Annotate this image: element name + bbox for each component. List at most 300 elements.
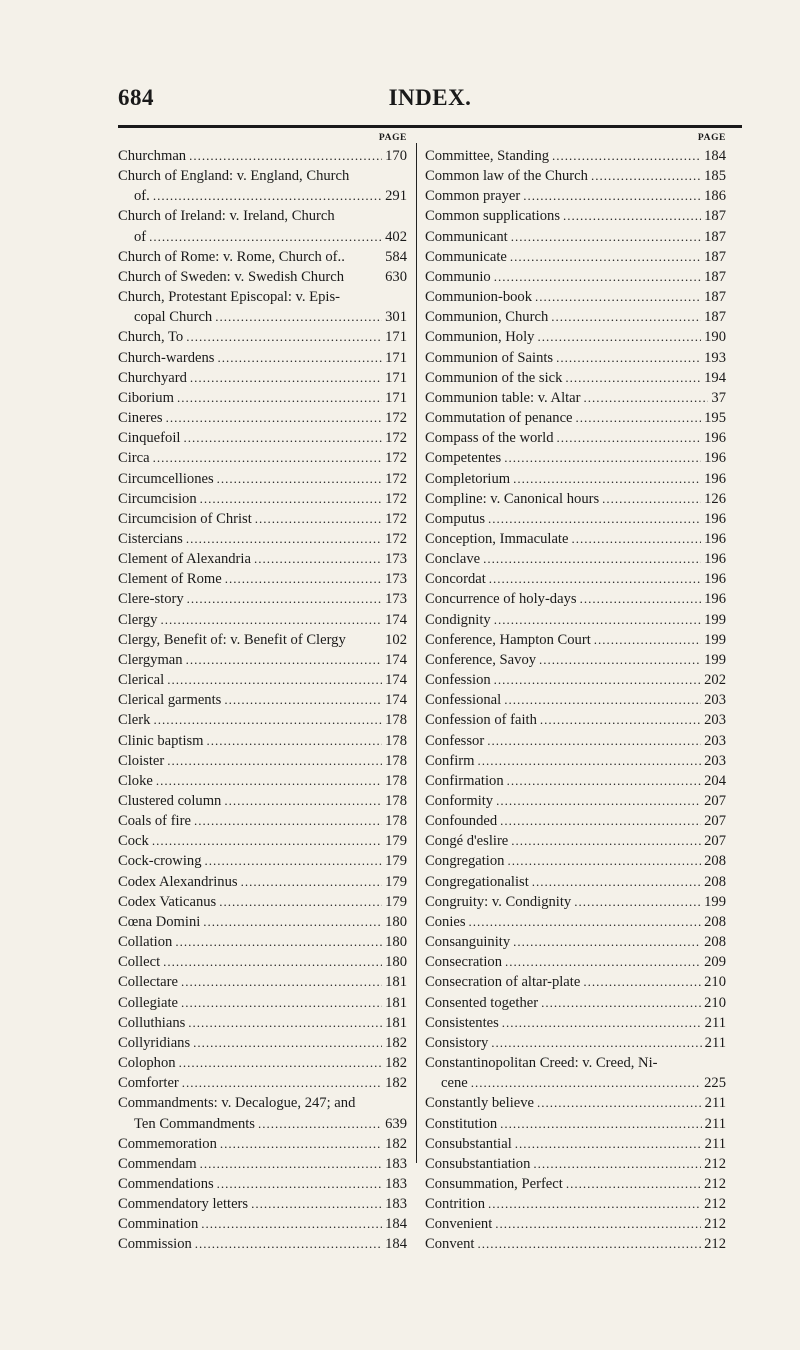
index-entry <box>425 851 726 871</box>
entry-page-number: 186 <box>704 188 726 205</box>
index-entry <box>425 1013 726 1033</box>
entry-page-number: 187 <box>704 309 726 326</box>
index-entry <box>118 1154 407 1174</box>
entry-term: Clement of Rome <box>118 571 222 588</box>
dot-leader <box>152 831 382 851</box>
entry-page-number: 211 <box>704 1014 726 1031</box>
index-entry <box>118 388 407 408</box>
entry-term: Commination <box>118 1216 199 1233</box>
entry-term: Communio <box>425 268 491 285</box>
index-entry <box>118 428 407 448</box>
dot-leader <box>488 509 701 529</box>
dot-leader <box>217 469 382 489</box>
dot-leader <box>215 307 382 327</box>
dot-leader <box>225 569 382 589</box>
dot-leader <box>471 1073 701 1093</box>
entry-term: Consubstantial <box>425 1135 512 1152</box>
entry-term: Collation <box>118 934 173 951</box>
dot-leader <box>537 327 701 347</box>
entry-term: Churchman <box>118 148 187 164</box>
index-entry <box>425 287 726 307</box>
header-rule <box>118 125 742 128</box>
entry-page-number: 173 <box>385 551 407 568</box>
dot-leader <box>594 630 701 650</box>
entry-term: Cock <box>118 833 149 850</box>
index-entry <box>425 791 726 811</box>
entry-page-number: 187 <box>704 268 726 285</box>
entry-page-number: 126 <box>704 490 726 507</box>
dot-leader <box>205 851 383 871</box>
entry-term: Clerical <box>118 672 165 689</box>
index-entry <box>425 428 726 448</box>
entry-term: Concurrence of holy-days <box>425 591 577 608</box>
entry-page-number: 196 <box>704 530 726 547</box>
entry-page-number: 196 <box>704 510 726 527</box>
dot-leader <box>181 972 382 992</box>
dot-leader <box>556 348 701 368</box>
entry-page-number: 174 <box>385 651 407 668</box>
entry-term: Convenient <box>425 1216 493 1233</box>
entry-page-number: 207 <box>704 793 726 809</box>
entry-term: Clere-story <box>118 591 184 608</box>
entry-term: Consanguinity <box>425 934 511 951</box>
entry-page-number: 181 <box>385 974 407 991</box>
page-number: 684 <box>118 85 154 110</box>
entry-term: Ten Commandments <box>134 1115 255 1132</box>
index-entry <box>118 892 407 912</box>
entry-term: Clerk <box>118 712 151 729</box>
entry-page-number: 172 <box>385 510 407 527</box>
dot-leader <box>167 670 382 690</box>
dot-leader <box>175 932 382 952</box>
dot-leader <box>523 186 701 206</box>
dot-leader <box>149 227 382 247</box>
entry-term: of <box>134 228 147 245</box>
entry-page-number: 211 <box>704 1115 726 1132</box>
index-entry <box>118 1033 407 1053</box>
dot-leader <box>576 408 702 428</box>
entry-term: Church of Sweden: v. Swedish Church <box>118 268 345 285</box>
index-entry <box>118 529 407 549</box>
entry-page-number: 102 <box>385 631 407 648</box>
index-entry <box>425 710 726 730</box>
entry-term: Circa <box>118 450 150 467</box>
entry-term: Comforter <box>118 1075 179 1092</box>
dot-leader <box>201 1214 382 1234</box>
index-entry <box>118 610 407 630</box>
index-entry <box>118 771 407 791</box>
entry-page-number: 630 <box>385 268 407 285</box>
entry-page-number: 171 <box>385 389 407 406</box>
index-entry <box>425 1114 726 1134</box>
entry-page-number: 204 <box>704 772 726 789</box>
entry-term: Codex Alexandrinus <box>118 873 238 890</box>
dot-leader <box>183 428 382 448</box>
entry-page-number: 208 <box>704 853 726 870</box>
entry-term: Colluthians <box>118 1014 186 1031</box>
entry-term: Collyridians <box>118 1034 191 1051</box>
index-entry <box>118 710 407 730</box>
dot-leader <box>541 993 701 1013</box>
index-entry <box>118 549 407 569</box>
entry-page-number: 207 <box>704 833 726 850</box>
entry-term: Commendam <box>118 1155 197 1172</box>
entry-page-number: 199 <box>704 651 726 668</box>
dot-leader <box>224 791 382 811</box>
index-entry <box>118 469 407 489</box>
entry-page-number: 190 <box>704 329 726 346</box>
dot-leader <box>502 1013 702 1033</box>
entry-page-number: 207 <box>704 813 726 830</box>
dot-leader <box>469 912 702 932</box>
entry-term: Convent <box>425 1236 475 1253</box>
index-entry <box>425 811 726 831</box>
entry-page-number: 212 <box>704 1175 726 1192</box>
entry-term: Clergy <box>118 611 158 628</box>
entry-page-number: 178 <box>385 772 407 789</box>
entry-page-number: 178 <box>385 813 407 830</box>
dot-leader <box>500 1114 701 1134</box>
index-entry <box>118 448 407 468</box>
entry-page-number: 182 <box>385 1034 407 1051</box>
page-title: INDEX. <box>388 85 472 110</box>
index-entry-continued: Constantinopolitan Creed: v. Creed, Ni- <box>425 1055 658 1072</box>
entry-page-number: 172 <box>385 410 407 427</box>
dot-leader <box>574 892 701 912</box>
entry-page-number: 171 <box>385 369 407 386</box>
entry-page-number: 173 <box>385 571 407 588</box>
index-entry <box>425 247 726 267</box>
dot-leader <box>217 1174 382 1194</box>
index-entry <box>425 1194 726 1214</box>
entry-term: Constitution <box>425 1115 498 1132</box>
dot-leader <box>504 448 701 468</box>
dot-leader <box>507 851 701 871</box>
entry-page-number: 208 <box>704 913 726 930</box>
entry-page-number: 178 <box>385 732 407 749</box>
entry-page-number: 179 <box>385 833 407 850</box>
left-column <box>118 130 407 1255</box>
entry-page-number: 301 <box>385 309 407 326</box>
index-entry <box>425 1234 726 1254</box>
index-entry <box>118 1013 407 1033</box>
index-entry <box>425 589 726 609</box>
entry-term: Consistentes <box>425 1014 499 1031</box>
index-entry <box>425 408 726 428</box>
index-entry <box>425 690 726 710</box>
entry-term: Confounded <box>425 813 498 830</box>
index-entry <box>425 670 726 690</box>
index-entry <box>118 650 407 670</box>
entry-term: Communion table: v. Altar <box>425 389 581 406</box>
index-entry <box>425 952 726 972</box>
dot-leader <box>505 952 701 972</box>
right-column <box>425 130 726 1255</box>
entry-term: Ciborium <box>118 389 174 406</box>
index-entry <box>425 751 726 771</box>
entry-page-number: 185 <box>704 168 726 185</box>
entry-page-number: 639 <box>385 1115 407 1132</box>
index-entry <box>425 1073 726 1093</box>
index-entry <box>425 146 726 166</box>
dot-leader <box>551 307 701 327</box>
entry-term: Contrition <box>425 1196 485 1213</box>
index-entry <box>425 166 726 186</box>
index-entry <box>118 146 407 166</box>
index-entry <box>425 1214 726 1234</box>
entry-page-number: 187 <box>704 248 726 265</box>
entry-page-number: 196 <box>704 430 726 447</box>
dot-leader <box>539 650 701 670</box>
entry-term: Confessional <box>425 692 502 709</box>
index-entry <box>118 408 407 428</box>
entry-page-number: 182 <box>385 1055 407 1072</box>
entry-page-number: 184 <box>385 1216 407 1233</box>
index-entry <box>425 932 726 952</box>
entry-term: Cock-crowing <box>118 853 202 870</box>
dot-leader <box>189 146 382 166</box>
dot-leader <box>491 1033 701 1053</box>
dot-leader <box>181 993 382 1013</box>
entry-term: Conference, Hampton Court <box>425 631 591 648</box>
dot-leader <box>511 831 701 851</box>
left-entry-list <box>118 146 407 1255</box>
index-entry-continued: Church of Ireland: v. Ireland, Church <box>118 208 335 225</box>
index-entry <box>118 589 407 609</box>
index-entry <box>425 529 726 549</box>
entry-term: Common supplications <box>425 208 560 225</box>
entry-term: Congruity: v. Condignity <box>425 893 572 910</box>
index-entry <box>118 932 407 952</box>
entry-page-number: 183 <box>385 1196 407 1213</box>
index-entry-continued: Commandments: v. Decalogue, 247; and <box>118 1095 356 1112</box>
entry-term: Circumcelliones <box>118 470 214 487</box>
entry-term: Clergy, Benefit of: v. Benefit of Clergy <box>118 631 346 648</box>
entry-page-number: 187 <box>704 228 726 245</box>
entry-page-number: 210 <box>704 994 726 1011</box>
entry-page-number: 196 <box>704 470 726 487</box>
index-entry <box>425 731 726 751</box>
dot-leader <box>552 146 701 166</box>
dot-leader <box>200 489 382 509</box>
index-entry <box>118 1134 407 1154</box>
index-entry <box>118 186 407 206</box>
index-entry <box>118 1174 407 1194</box>
dot-leader <box>532 872 701 892</box>
index-entry <box>118 670 407 690</box>
index-entry <box>118 1073 407 1093</box>
entry-page-number: 196 <box>704 450 726 467</box>
dot-leader <box>258 1114 382 1134</box>
dot-leader <box>254 549 382 569</box>
entry-term: Congregationalist <box>425 873 529 890</box>
index-entry <box>425 630 726 650</box>
dot-leader <box>193 1033 382 1053</box>
entry-term: Confession of faith <box>425 712 537 729</box>
index-entry <box>425 1093 726 1113</box>
entry-page-number: 172 <box>385 470 407 487</box>
index-entry <box>425 872 726 892</box>
dot-leader <box>207 731 383 751</box>
index-entry <box>118 509 407 529</box>
index-entry <box>118 630 407 650</box>
entry-term: Cineres <box>118 410 163 427</box>
entry-term: Compline: v. Canonical hours <box>425 490 600 507</box>
entry-term: Consecration <box>425 954 503 971</box>
index-entry <box>118 267 407 287</box>
dot-leader <box>182 1073 382 1093</box>
entry-term: Commutation of penance <box>425 410 573 427</box>
entry-term: Communion, Holy <box>425 329 535 346</box>
entry-term: Coals of fire <box>118 813 191 830</box>
dot-leader <box>241 872 383 892</box>
dot-leader <box>186 327 382 347</box>
dot-leader <box>507 771 701 791</box>
dot-leader <box>510 247 701 267</box>
dot-leader <box>194 811 382 831</box>
entry-page-number: 212 <box>704 1155 726 1172</box>
dot-leader <box>511 227 701 247</box>
entry-term: copal Church <box>134 309 213 326</box>
index-entry <box>118 1053 407 1073</box>
entry-term: Clustered column <box>118 793 222 809</box>
entry-term: Communicate <box>425 248 507 265</box>
entry-page-number: 170 <box>385 148 407 164</box>
dot-leader <box>537 1093 702 1113</box>
index-entry <box>118 348 407 368</box>
entry-term: Cloke <box>118 772 153 789</box>
entry-term: Commemoration <box>118 1135 217 1152</box>
entry-page-number: 172 <box>385 490 407 507</box>
dot-leader <box>488 1194 701 1214</box>
entry-page-number: 203 <box>704 732 726 749</box>
index-entry-continued: Church of England: v. England, Church <box>118 168 350 185</box>
left-column-heading: PAGE <box>378 133 407 143</box>
entry-term: Commendations <box>118 1175 214 1192</box>
entry-term: Consented together <box>425 994 539 1011</box>
dot-leader <box>494 610 701 630</box>
entry-page-number: 193 <box>704 349 726 366</box>
index-entry <box>118 791 407 811</box>
index-entry-continued: Church, Protestant Episcopal: v. Epis- <box>118 289 340 306</box>
index-entry <box>425 368 726 388</box>
dot-leader <box>163 952 382 972</box>
entry-page-number: 178 <box>385 752 407 769</box>
entry-term: Congregation <box>425 853 505 870</box>
entry-page-number: 203 <box>704 752 726 769</box>
column-divider <box>416 143 417 1163</box>
entry-page-number: 178 <box>385 712 407 729</box>
dot-leader <box>591 166 701 186</box>
entry-term: Confirmation <box>425 772 504 789</box>
dot-leader <box>513 932 701 952</box>
index-entry <box>425 1154 726 1174</box>
index-entry <box>425 489 726 509</box>
entry-page-number: 208 <box>704 934 726 951</box>
entry-page-number: 212 <box>704 1236 726 1253</box>
dot-leader <box>220 1134 382 1154</box>
dot-leader <box>533 1154 701 1174</box>
dot-leader <box>156 771 382 791</box>
entry-page-number: 171 <box>385 349 407 366</box>
entry-page-number: 180 <box>385 913 407 930</box>
entry-page-number: 184 <box>704 148 726 164</box>
entry-term: Communion of the sick <box>425 369 563 386</box>
entry-term: Completorium <box>425 470 511 487</box>
dot-leader <box>584 388 709 408</box>
entry-term: Colophon <box>118 1055 176 1072</box>
entry-term: Computus <box>425 510 486 527</box>
entry-term: Communicant <box>425 228 508 245</box>
entry-term: Common prayer <box>425 188 521 205</box>
index-entry <box>425 267 726 287</box>
index-entry <box>425 327 726 347</box>
dot-leader <box>557 428 702 448</box>
entry-term: Consubstantiation <box>425 1155 531 1172</box>
entry-page-number: 211 <box>704 1034 726 1051</box>
index-entry <box>118 811 407 831</box>
entry-page-number: 209 <box>704 954 726 971</box>
dot-leader <box>483 549 701 569</box>
entry-page-number: 584 <box>385 248 407 265</box>
index-entry <box>425 549 726 569</box>
index-entry <box>425 388 726 408</box>
index-entry <box>118 1234 407 1254</box>
index-entry <box>425 771 726 791</box>
entry-term: Collect <box>118 954 161 971</box>
entry-term: Competentes <box>425 450 502 467</box>
entry-term: Conference, Savoy <box>425 651 537 668</box>
dot-leader <box>190 368 382 388</box>
index-entry <box>425 1033 726 1053</box>
dot-leader <box>540 710 701 730</box>
right-entry-list <box>425 146 726 1255</box>
entry-term: Cistercians <box>118 530 183 547</box>
entry-term: Consecration of altar-plate <box>425 974 581 991</box>
dot-leader <box>565 368 701 388</box>
dot-leader <box>504 690 701 710</box>
entry-term: Collegiate <box>118 994 178 1011</box>
entry-page-number: 194 <box>704 369 726 386</box>
dot-leader <box>563 206 701 226</box>
entry-term: Church of Rome: v. Rome, Church of.. <box>118 248 345 265</box>
dot-leader <box>602 489 701 509</box>
dot-leader <box>251 1194 382 1214</box>
index-entry <box>118 1114 407 1134</box>
entry-term: Circumcision of Christ <box>118 510 252 527</box>
entry-page-number: 187 <box>704 208 726 225</box>
dot-leader <box>153 710 382 730</box>
entry-page-number: 225 <box>704 1075 726 1092</box>
entry-page-number: 172 <box>385 450 407 467</box>
entry-page-number: 210 <box>704 974 726 991</box>
index-entry <box>118 327 407 347</box>
dot-leader <box>219 892 382 912</box>
entry-term: Church-wardens <box>118 349 215 366</box>
entry-page-number: 203 <box>704 692 726 709</box>
entry-page-number: 199 <box>704 893 726 910</box>
entry-page-number: 196 <box>704 571 726 588</box>
entry-term: Clerical garments <box>118 692 222 709</box>
entry-term: Churchyard <box>118 369 187 386</box>
entry-page-number: 291 <box>385 188 407 205</box>
index-entry <box>118 972 407 992</box>
entry-term: Cloister <box>118 752 165 769</box>
index-entry <box>118 872 407 892</box>
index-entry <box>118 227 407 247</box>
entry-page-number: 171 <box>385 329 407 346</box>
entry-page-number: 202 <box>704 672 726 689</box>
